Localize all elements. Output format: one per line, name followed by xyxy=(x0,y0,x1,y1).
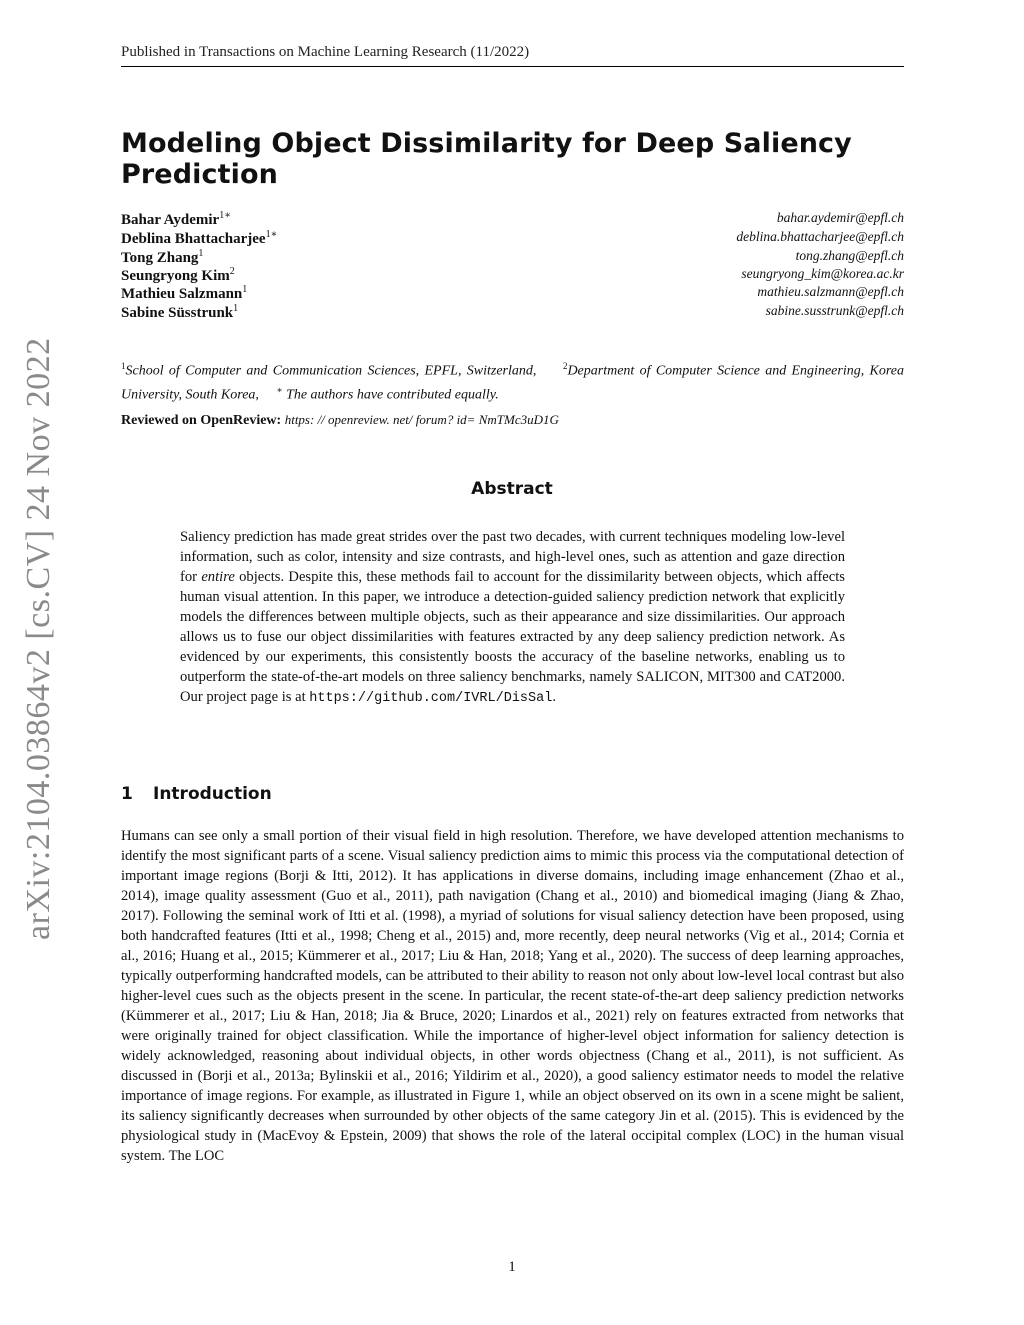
openreview-line xyxy=(121,412,904,429)
header-rule xyxy=(121,66,904,67)
project-link[interactable]: https://github.com/IVRL/DisSal xyxy=(309,691,553,706)
author-row xyxy=(121,210,904,229)
author-email: deblina.bhattacharjee@epfl.ch xyxy=(736,229,904,244)
page-number: 1 xyxy=(508,1259,516,1275)
author-name: Deblina Bhattacharjee$^{1∗}$ xyxy=(121,229,278,247)
author-name: Mathieu Salzmann$^1$ xyxy=(121,284,248,302)
affiliations: $^1$School of Computer and Communication Sciences, EPFL, Switzerland, $^2$Department of Computer Science and Engineering, Korea University, South Korea, ∗ The authors have contributed equally. xyxy=(121,361,905,403)
paper-title: Modeling Object Dissimilarity for Deep Saliency Prediction xyxy=(121,128,852,190)
author-row xyxy=(121,266,904,285)
author-name: Bahar Aydemir$^{1∗}$ xyxy=(121,210,231,228)
author-row xyxy=(121,303,904,322)
running-header: Published in Transactions on Machine Learning Research (11/2022) xyxy=(121,44,530,60)
section-heading: 1 Introduction xyxy=(121,784,272,804)
author-email: tong.zhang@epfl.ch xyxy=(795,248,904,263)
author-row xyxy=(121,284,904,303)
author-email: mathieu.salzmann@epfl.ch xyxy=(757,284,904,299)
author-row xyxy=(121,229,904,248)
author-name: Tong Zhang$^1$ xyxy=(121,248,204,266)
author-email: bahar.aydemir@epfl.ch xyxy=(776,210,904,225)
abstract-body: Saliency prediction has made great strides over the past two decades, with current techniques modeling low-level information, such as color, intensity and size contrasts, and high-level ones, such as attention and gaze direction for entire objects. Despite this, these methods fail to account for the dissimilarity between objects, which affects human visual attention. In this paper, we introduce a detection-guided saliency prediction network that explicitly models the differences between multiple objects, such as their appearance and size dissimilarities. Our approach allows us to fuse our object dissimilarities with features extracted by any deep saliency prediction network. As evidenced by our experiments, this consistently boosts the accuracy of the baseline networks, enabling us to outperform the state-of-the-art models on three saliency benchmarks, namely SALICON, MIT300 and CAT2000. Our project page is at https://github.com/IVRL/DisSal. xyxy=(180,529,845,706)
author-name: Sabine Süsstrunk$^1$ xyxy=(121,303,239,321)
abstract-heading: Abstract xyxy=(471,479,553,499)
author-email: sabine.susstrunk@epfl.ch xyxy=(765,303,904,318)
openreview-label: Reviewed on OpenReview: xyxy=(121,413,282,428)
author-name: Seungryong Kim$^2$ xyxy=(121,266,235,284)
openreview-link[interactable]: https: // openreview. net/ forum? id= NmTMc3uD1G xyxy=(284,412,559,427)
author-email: seungryong_kim@korea.ac.kr xyxy=(741,266,904,281)
author-row xyxy=(121,248,904,267)
arxiv-stamp: arXiv:2104.03864v2 [cs.CV] 24 Nov 2022 xyxy=(20,337,57,940)
introduction-body: Humans can see only a small portion of their visual field in high resolution. Therefore, we have developed attention mechanisms to identify the most significant parts of a scene. Visual saliency prediction aims to mimic this process via the computational detection of important image regions (Borji & Itti, 2012). It has applications in diverse domains, including image enhancement (Zhao et al., 2014), image quality assessment (Guo et al., 2011), path navigation (Chang et al., 2010) and biomedical imaging (Jiang & Zhao, 2017). Following the seminal work of Itti et al. (1998), a myriad of solutions for visual saliency detection have been proposed, using both handcrafted features (Itti et al., 1998; Cheng et al., 2015) and, more recently, deep neural networks (Vig et al., 2014; Cornia et al., 2016; Huang et al., 2015; Kümmerer et al., 2017; Liu & Han, 2018; Yang et al., 2020). The success of deep learning approaches, typically outperforming handcrafted models, can be attributed to their ability to reason not only about low-level local contrast but also higher-level cues such as the objects present in the scene. In particular, the recent state-of-the-art deep saliency prediction networks (Kümmerer et al., 2017; Liu & Han, 2018; Jia & Bruce, 2020; Linardos et al., 2021) rely on features extracted from networks that were originally trained for object classification. While the importance of higher-level object information for saliency detection is widely acknowledged, reasoning about individual objects, in other words objectness (Chang et al., 2011), is not sufficient. As discussed in (Borji et al., 2013a; Bylinskii et al., 2016; Yildirim et al., 2020), a good saliency estimator needs to model the relative importance of image regions. For example, as illustrated in Figure 1, while an object observed on its own in a scene might be salient, its saliency significantly decreases when surrounded by other objects of the same category Jin et al. (2015). This is evidenced by the physiological study in (MacEvoy & Epstein, 2009) that shows the role of the lateral occipital complex (LOC) in the human visual system. The LOC xyxy=(121,828,904,1164)
